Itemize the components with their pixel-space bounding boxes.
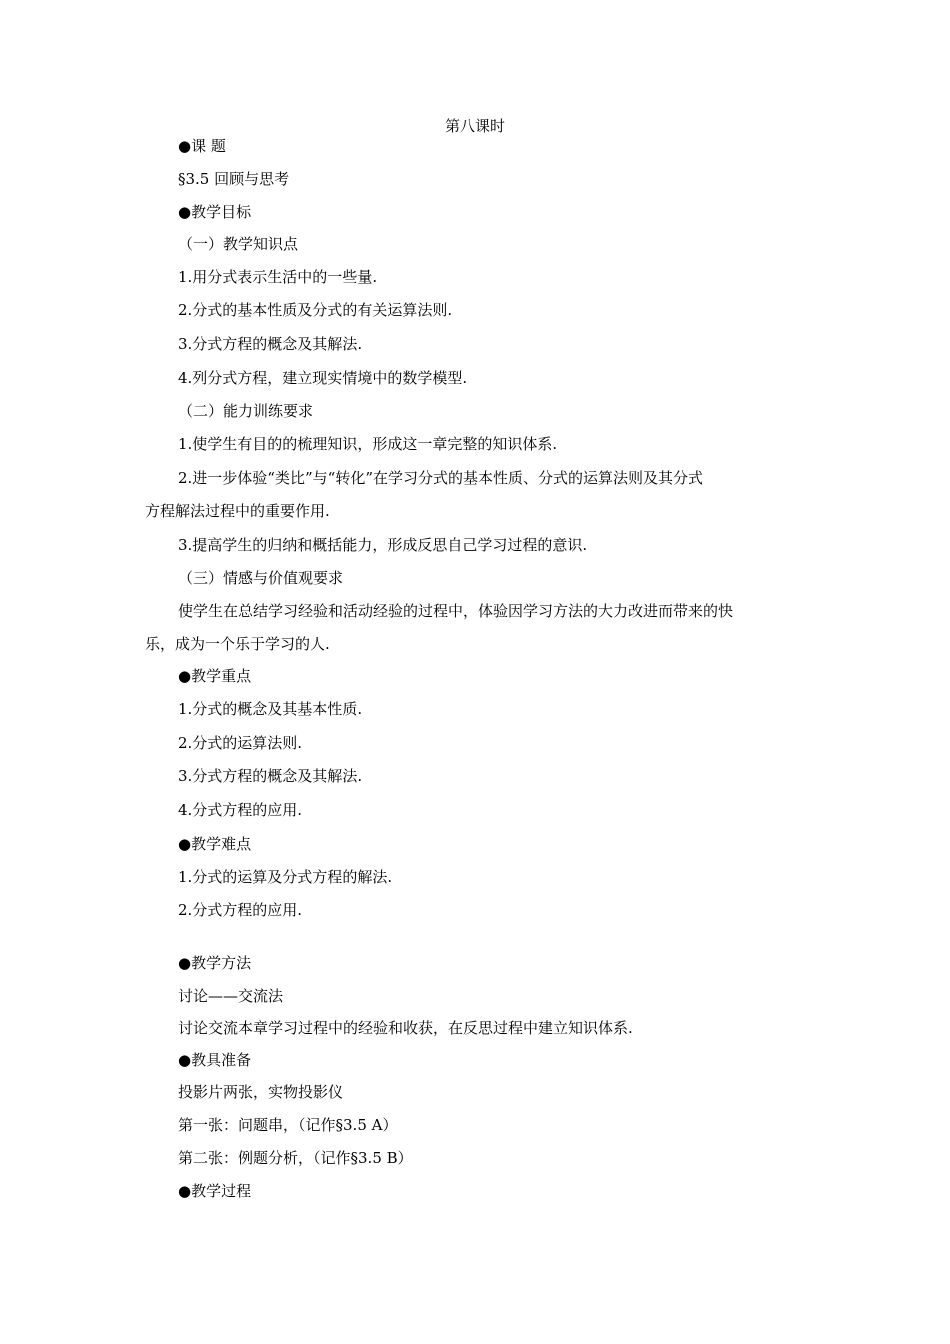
- objectives-heading: ●教学目标: [178, 203, 252, 221]
- knowledge-item: 1.用分式表示生活中的一些量.: [178, 268, 378, 286]
- key-point-item: 3.分式方程的概念及其解法.: [178, 767, 363, 785]
- emotion-text: 使学生在总结学习经验和活动经验的过程中，体验因学习方法的大力改进而带来的快: [178, 602, 734, 620]
- tools-heading: ●教具准备: [178, 1051, 252, 1069]
- topic-text: §3.5 回顾与思考: [178, 170, 290, 188]
- key-points-heading: ●教学重点: [178, 667, 252, 685]
- knowledge-item: 3.分式方程的概念及其解法.: [178, 335, 363, 353]
- tool-item: 第二张：例题分析，（记作§3.5 B）: [178, 1149, 413, 1167]
- method-name: 讨论——交流法: [178, 987, 284, 1005]
- difficulties-heading: ●教学难点: [178, 835, 252, 853]
- tool-item: 投影片两张，实物投影仪: [178, 1083, 344, 1101]
- knowledge-item: 4.列分式方程，建立现实情境中的数学模型.: [178, 369, 468, 387]
- topic-heading: ●课 题: [178, 137, 226, 155]
- emotion-heading: （三）情感与价值观要求: [178, 569, 344, 587]
- key-point-item: 4.分式方程的应用.: [178, 801, 303, 819]
- knowledge-item: 2.分式的基本性质及分式的有关运算法则.: [178, 301, 453, 319]
- ability-item: 1.使学生有目的的梳理知识，形成这一章完整的知识体系.: [178, 435, 558, 453]
- ability-heading: （二）能力训练要求: [178, 402, 314, 420]
- tool-item: 第一张：问题串，（记作§3.5 A）: [178, 1116, 398, 1134]
- page-title: 第八课时: [444, 117, 505, 135]
- method-description: 讨论交流本章学习过程中的经验和收获，在反思过程中建立知识体系.: [178, 1019, 633, 1037]
- methods-heading: ●教学方法: [178, 954, 252, 972]
- difficulty-item: 1.分式的运算及分式方程的解法.: [178, 868, 393, 886]
- knowledge-heading: （一）教学知识点: [178, 235, 299, 253]
- key-point-item: 1.分式的概念及其基本性质.: [178, 700, 363, 718]
- key-point-item: 2.分式的运算法则.: [178, 734, 303, 752]
- process-heading: ●教学过程: [178, 1182, 252, 1200]
- ability-item: 2.进一步体验“类比”与“转化”在学习分式的基本性质、分式的运算法则及其分式: [178, 469, 703, 487]
- ability-item: 3.提高学生的归纳和概括能力，形成反思自己学习过程的意识.: [178, 536, 588, 554]
- emotion-text-continuation: 乐，成为一个乐于学习的人.: [145, 635, 330, 653]
- ability-item-continuation: 方程解法过程中的重要作用.: [145, 502, 330, 520]
- difficulty-item: 2.分式方程的应用.: [178, 901, 303, 919]
